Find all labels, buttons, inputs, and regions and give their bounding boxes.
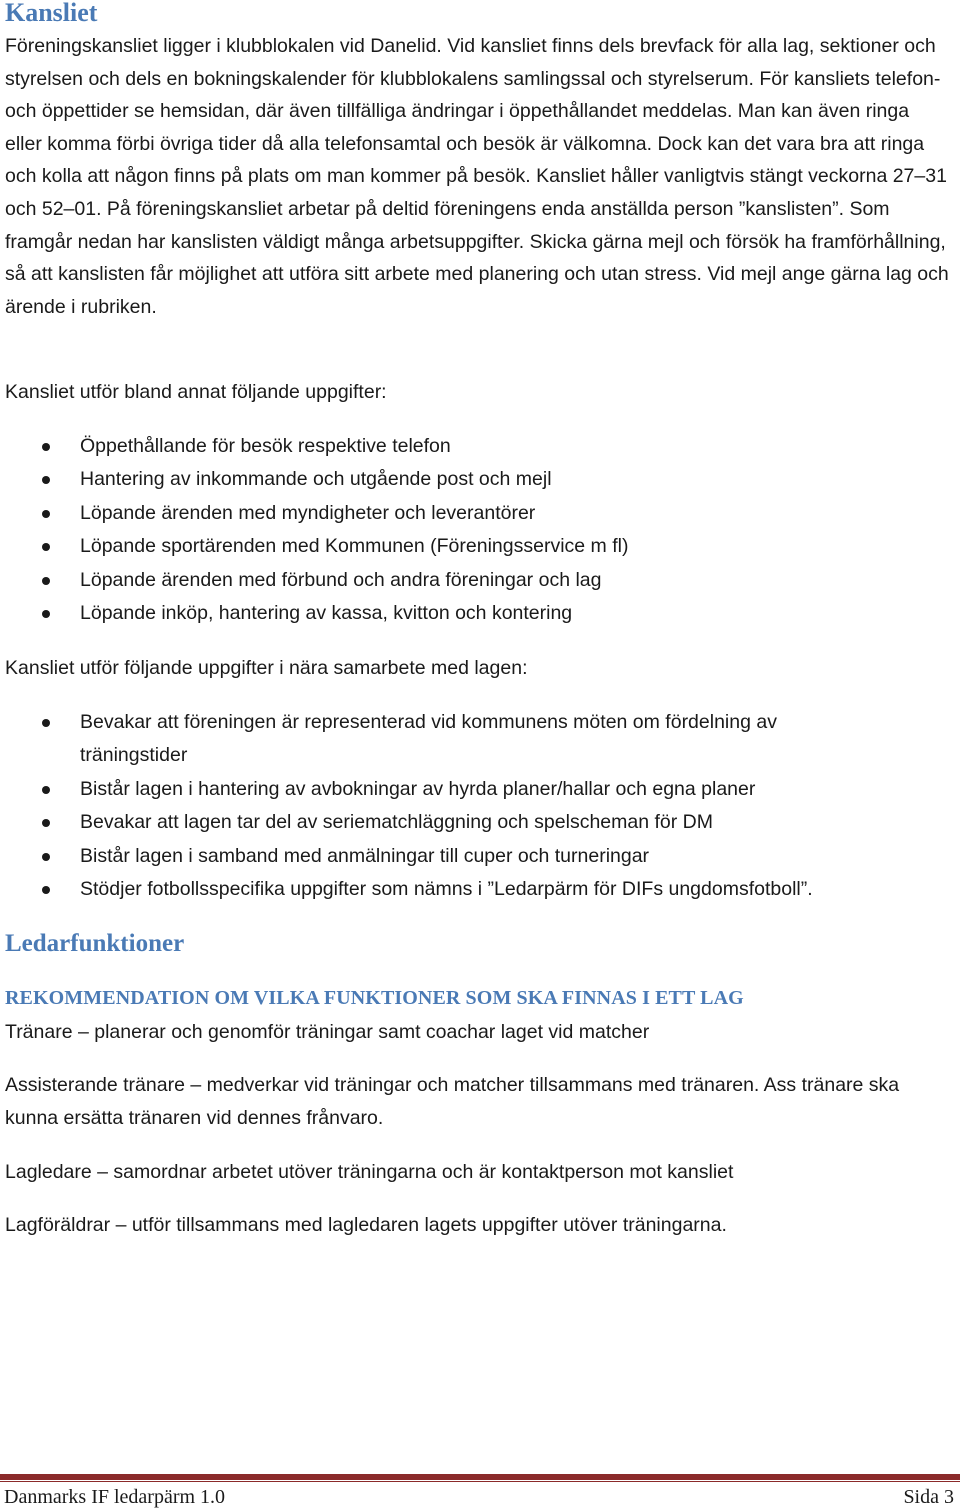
list-item: Löpande inköp, hantering av kassa, kvitton och kontering bbox=[0, 597, 900, 630]
list2-intro: Kansliet utför följande uppgifter i nära samarbete med lagen: bbox=[5, 657, 528, 679]
bullet-icon bbox=[42, 443, 50, 451]
heading-ledarfunktioner: Ledarfunktioner bbox=[5, 930, 185, 957]
list-item: Bevakar att lagen tar del av seriematchläggning och spelscheman för DM bbox=[0, 806, 860, 839]
role-lagledare: Lagledare – samordnar arbetet utöver träningarna och är kontaktperson mot kansliet bbox=[5, 1161, 734, 1183]
role-tranare: Tränare – planerar och genomför träningar samt coachar laget vid matcher bbox=[5, 1021, 650, 1043]
bullet-icon bbox=[42, 786, 50, 794]
kansliet-paragraph: Föreningskansliet ligger i klubblokalen vid Danelid. Vid kansliet finns dels brevfack för alla lag, sektioner och styrelsen och dels en bokningskalender för klubblokalens samlingssal och styrelserum. För kansliets telefon- och öppettider se hemsidan, där även tillfälliga ändringar i öppethållandet meddelas. Man kan även ringa eller komma förbi övriga tider då alla telefonsamtal och besök är välkomna. Dock kan det vara bra att ringa och kolla att någon finns på plats om man kommer på besök. Kansliet håller vanligtvis stängt veckorna 27–31 och 52–01. På föreningskansliet arbetar på deltid föreningens enda anställda person ”kanslisten”. Som framgår nedan har kanslisten väldigt många arbetsuppgifter. Skicka gärna mejl och försök ha framförhållning, så att kanslisten får möjlighet att utföra sitt arbete med planering och utan stress. Vid mejl ange gärna lag och ärende i rubriken. bbox=[5, 35, 949, 318]
footer-rule bbox=[0, 1474, 960, 1480]
list-item: Bistår lagen i samband med anmälningar till cuper och turneringar bbox=[0, 840, 860, 873]
bullet-icon bbox=[42, 853, 50, 861]
list-item: Bevakar att föreningen är representerad vid kommunens möten om fördelning av träningstider bbox=[0, 706, 860, 773]
bullet-icon bbox=[42, 510, 50, 518]
list1-intro: Kansliet utför bland annat följande uppgifter: bbox=[5, 381, 387, 403]
role-assisterande-tranare: Assisterande tränare – medverkar vid träningar och matcher tillsammans med tränaren. Ass tränare ska kunna ersätta tränaren vid dennes frånvaro. bbox=[5, 1074, 900, 1129]
bullet-icon bbox=[42, 577, 50, 585]
list-item: Löpande ärenden med myndigheter och leverantörer bbox=[0, 497, 900, 530]
page-number: Sida 3 bbox=[903, 1486, 954, 1508]
bullet-icon bbox=[42, 819, 50, 827]
list-item: Löpande sportärenden med Kommunen (Föreningsservice m fl) bbox=[0, 530, 900, 563]
footer-rule-thin bbox=[0, 1481, 960, 1482]
heading-kansliet: Kansliet bbox=[5, 0, 98, 27]
list-item: Bistår lagen i hantering av avbokningar av hyrda planer/hallar och egna planer bbox=[0, 773, 860, 806]
list2 bbox=[0, 706, 860, 906]
list1 bbox=[0, 430, 900, 630]
bullet-icon bbox=[42, 719, 50, 727]
subheading-rekommendation: REKOMMENDATION OM VILKA FUNKTIONER SOM SKA FINNAS I ETT LAG bbox=[5, 987, 744, 1009]
list-item: Hantering av inkommande och utgående post och mejl bbox=[0, 463, 900, 496]
list-item: Stödjer fotbollsspecifika uppgifter som nämns i ”Ledarpärm för DIFs ungdomsfotboll”. bbox=[0, 873, 860, 906]
list-item: Löpande ärenden med förbund och andra föreningar och lag bbox=[0, 564, 900, 597]
bullet-icon bbox=[42, 543, 50, 551]
bullet-icon bbox=[42, 886, 50, 894]
bullet-icon bbox=[42, 610, 50, 618]
list-item: Öppethållande för besök respektive telefon bbox=[0, 430, 900, 463]
bullet-icon bbox=[42, 476, 50, 484]
footer-title: Danmarks IF ledarpärm 1.0 bbox=[4, 1486, 226, 1508]
role-lagforaldrar: Lagföräldrar – utför tillsammans med lagledaren lagets uppgifter utöver träningarna. bbox=[5, 1214, 727, 1236]
